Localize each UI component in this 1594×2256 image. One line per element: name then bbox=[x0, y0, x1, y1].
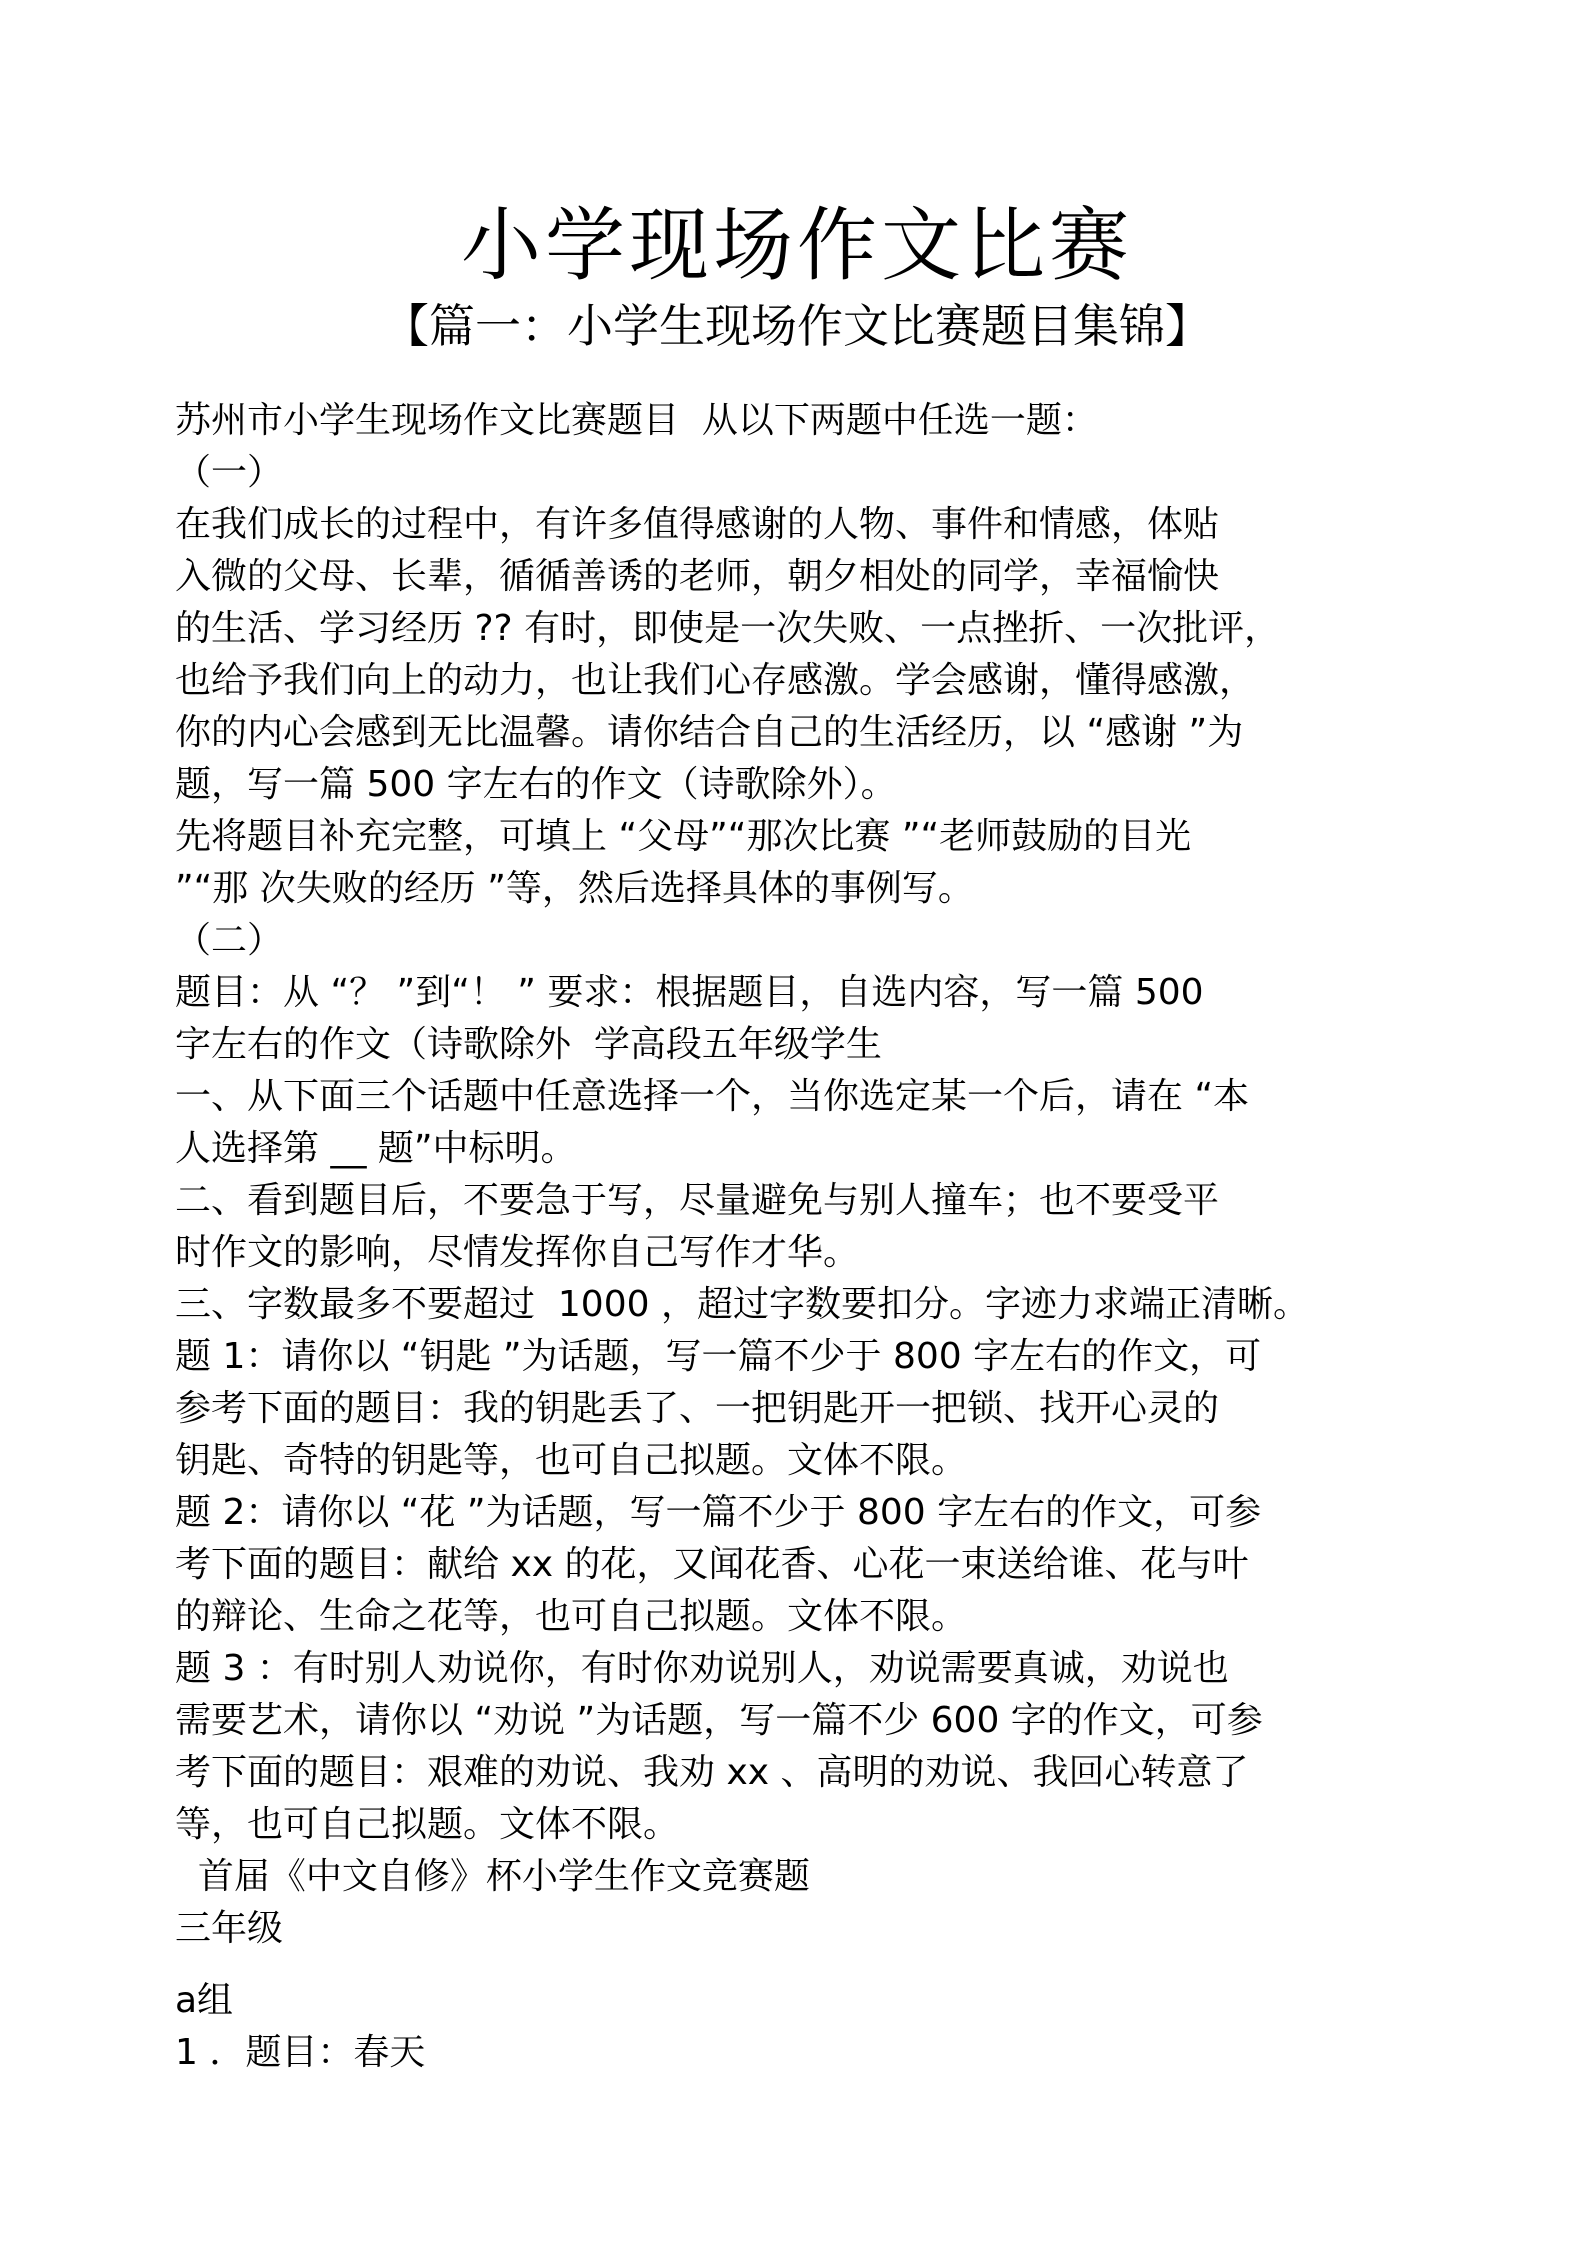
text-line: 字左右的作文（诗歌除外 学高段五年级学生 bbox=[175, 1024, 882, 1065]
text-line: 三、字数最多不要超过 1000 ，超过字数要扣分。字迹力求端正清晰。 bbox=[175, 1284, 1309, 1325]
text-line: 先将题目补充完整，可填上 “父母”“那次比赛 ”“老师鼓励的目光 bbox=[175, 816, 1192, 857]
text-line: 时作文的影响，尽情发挥你自己写作才华。 bbox=[175, 1232, 860, 1273]
text-line: 题 1：请你以 “钥匙 ”为话题，写一篇不少于 800 字左右的作文，可 bbox=[175, 1336, 1262, 1377]
text-line: 首届《中文自修》杯小学生作文竞赛题 bbox=[175, 1856, 810, 1897]
text-line: 在我们成长的过程中，有许多值得感谢的人物、事件和情感，体贴 bbox=[175, 504, 1220, 545]
text-line: 一、从下面三个话题中任意选择一个，当你选定某一个后，请在 “本 bbox=[175, 1076, 1250, 1117]
section-heading: 【篇一：小学生现场作文比赛题目集锦】 bbox=[383, 299, 1211, 353]
text-line: 考下面的题目：献给 xx 的花，又闻花香、心花一束送给谁、花与叶 bbox=[175, 1544, 1249, 1585]
text-line: 需要艺术，请你以 “劝说 ”为话题，写一篇不少 600 字的作文，可参 bbox=[175, 1700, 1263, 1741]
text-line: 也给予我们向上的动力，也让我们心存感激。学会感谢，懂得感激， bbox=[175, 660, 1256, 701]
text-line: 钥匙、奇特的钥匙等，也可自己拟题。文体不限。 bbox=[175, 1440, 968, 1481]
text-line: 等，也可自己拟题。文体不限。 bbox=[175, 1804, 680, 1845]
text-line: 的辩论、生命之花等，也可自己拟题。文体不限。 bbox=[175, 1596, 968, 1637]
text-line: 你的内心会感到无比温馨。请你结合自己的生活经历，以 “感谢 ”为 bbox=[175, 712, 1244, 753]
text-line: 苏州市小学生现场作文比赛题目 从以下两题中任选一题： bbox=[175, 400, 1098, 441]
text-line: 题目：从 “？ ”到“！ ” 要求：根据题目，自选内容，写一篇 500 bbox=[175, 972, 1204, 1013]
text-line: 三年级 bbox=[175, 1908, 284, 1949]
text-line: ”“那 次失败的经历 ”等，然后选择具体的事例写。 bbox=[175, 868, 974, 909]
text-line: 题，写一篇 500 字左右的作文（诗歌除外）。 bbox=[175, 764, 897, 805]
text-line: 题 2：请你以 “花 ”为话题，写一篇不少于 800 字左右的作文，可参 bbox=[175, 1492, 1262, 1533]
text-line: （一） bbox=[175, 452, 284, 493]
text-line: 题 3 ：有时别人劝说你，有时你劝说别人，劝说需要真诚，劝说也 bbox=[175, 1648, 1229, 1689]
text-line: 的生活、学习经历 ?? 有时，即使是一次失败、一点挫折、一次批评， bbox=[175, 608, 1281, 649]
text-line: 入微的父母、长辈，循循善诱的老师，朝夕相处的同学，幸福愉快 bbox=[175, 556, 1220, 597]
document-title: 小学现场作文比赛 bbox=[461, 199, 1133, 292]
text-line: a组 bbox=[175, 1980, 234, 2021]
text-line: 人选择第 __ 题”中标明。 bbox=[175, 1128, 577, 1169]
text-line: 参考下面的题目：我的钥匙丢了、一把钥匙开一把锁、找开心灵的 bbox=[175, 1388, 1220, 1429]
text-line: 考下面的题目：艰难的劝说、我劝 xx 、高明的劝说、我回心转意了 bbox=[175, 1752, 1249, 1793]
text-line: 二、看到题目后，不要急于写，尽量避免与别人撞车；也不要受平 bbox=[175, 1180, 1220, 1221]
text-line: （二） bbox=[175, 920, 284, 961]
text-line: 1 ．题目：春天 bbox=[175, 2032, 426, 2073]
